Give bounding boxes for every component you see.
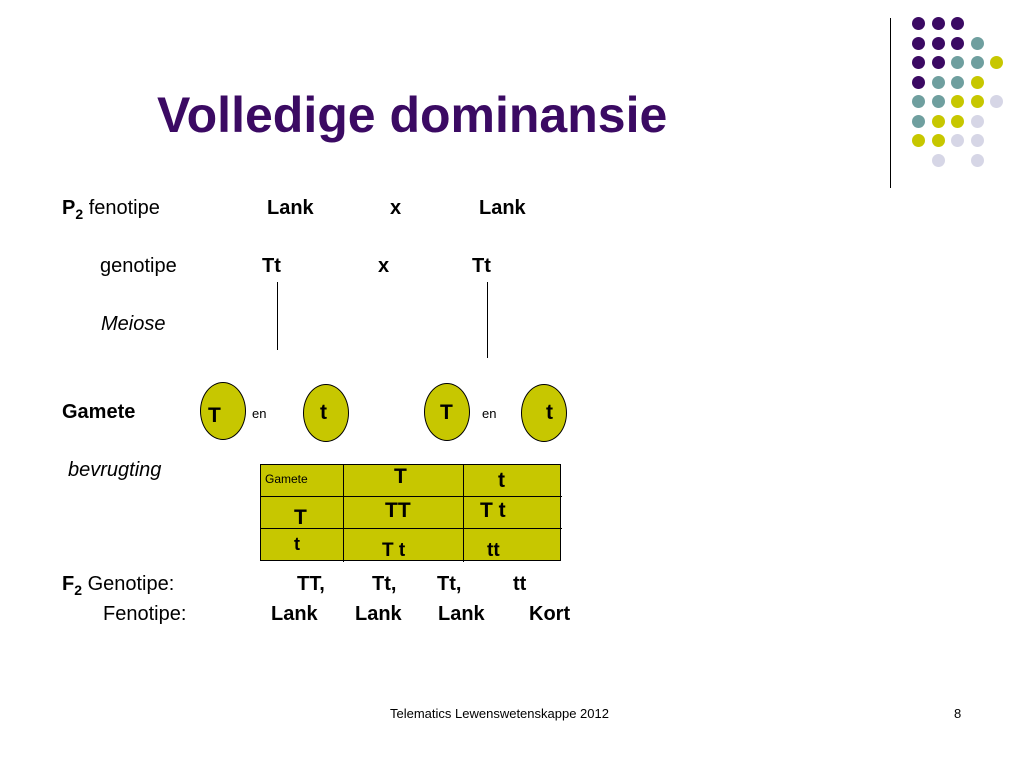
punnett-col-divider-1: [343, 465, 344, 562]
decorative-dot: [932, 154, 945, 167]
gamete-en-left: en: [252, 406, 267, 421]
f2-subscript: 2: [74, 582, 83, 598]
punnett-col-header: t: [498, 469, 505, 492]
f2-fenotipe-label: Fenotipe:: [103, 603, 187, 625]
gamete-oval-left-1-letter: T: [208, 404, 221, 427]
p2-fenotipe-left: Lank: [267, 197, 314, 219]
p2-label-group: [62, 196, 160, 226]
bevrugting-label: bevrugting: [68, 459, 162, 481]
gamete-oval-left-1: [200, 382, 246, 440]
p2-fenotipe-label: fenotipe: [88, 197, 160, 219]
f2-label-group: [62, 572, 174, 602]
meiose-stem-right: [487, 282, 488, 358]
decorative-dot: [990, 95, 1003, 108]
page-number: 8: [954, 706, 962, 721]
gamete-en-right: en: [482, 406, 497, 421]
f2-genotipe-value: TT,: [297, 573, 325, 595]
decorative-dot: [971, 115, 984, 128]
p2-genotipe-label: genotipe: [100, 255, 177, 277]
punnett-row-divider-1: [261, 496, 562, 497]
gamete-oval-right-2-letter: t: [546, 401, 553, 424]
f2-fenotipe-value: Kort: [529, 603, 571, 625]
punnett-cell: T t: [382, 540, 406, 561]
p2-fenotipe-cross: x: [390, 197, 402, 219]
decorative-dot: [971, 56, 984, 69]
punnett-cell: tt: [487, 540, 500, 561]
f2-fenotipe-value: Lank: [271, 603, 318, 625]
punnett-cell: T t: [480, 499, 506, 522]
decorative-dot: [971, 76, 984, 89]
decorative-dot: [912, 17, 925, 30]
punnett-row-header: T: [294, 506, 307, 529]
punnett-cell: TT: [385, 499, 411, 522]
decorative-dot: [932, 17, 945, 30]
meiose-label: Meiose: [101, 313, 166, 335]
decorative-dot: [951, 115, 964, 128]
footer-text: Telematics Lewenswetenskappe 2012: [390, 706, 609, 721]
punnett-square: [260, 464, 561, 561]
gamete-oval-right-1: [424, 383, 470, 441]
decorative-dot: [932, 76, 945, 89]
f2-genotipe-value: Tt,: [372, 573, 397, 595]
decorative-dot: [971, 154, 984, 167]
decorative-dot: [912, 76, 925, 89]
decorative-dot: [912, 115, 925, 128]
decorative-dot: [971, 134, 984, 147]
gamete-label: Gamete: [62, 401, 136, 423]
punnett-col-header: T: [394, 465, 407, 488]
page-title: Volledige dominansie: [157, 87, 668, 143]
decorative-dot: [912, 37, 925, 50]
punnett-corner: Gamete: [265, 472, 308, 486]
f2-genotipe-value: Tt,: [437, 573, 462, 595]
gamete-oval-left-2: [303, 384, 349, 442]
decorative-dot: [971, 95, 984, 108]
p2-genotipe-right: Tt: [472, 255, 491, 277]
f2-genotipe-label: Genotipe:: [87, 573, 175, 595]
decorative-dot: [932, 56, 945, 69]
decorative-dot: [951, 17, 964, 30]
p2-subscript: 2: [75, 206, 84, 222]
decorative-dot: [912, 95, 925, 108]
decorative-dot: [912, 56, 925, 69]
f2-genotipe-value: tt: [513, 573, 527, 595]
f2-label: F: [62, 573, 75, 595]
p2-fenotipe-right: Lank: [479, 197, 526, 219]
decorative-dot: [932, 134, 945, 147]
decorative-vertical-line: [890, 18, 891, 188]
decorative-dot-grid: [900, 10, 1020, 170]
decorative-dot: [932, 95, 945, 108]
decorative-dot: [951, 37, 964, 50]
decorative-dot: [951, 95, 964, 108]
punnett-col-divider-2: [463, 465, 464, 562]
gamete-oval-left-2-letter: t: [320, 401, 327, 424]
decorative-dot: [951, 56, 964, 69]
decorative-dot: [971, 37, 984, 50]
f2-fenotipe-value: Lank: [438, 603, 485, 625]
gamete-oval-right-2: [521, 384, 567, 442]
decorative-dot: [932, 37, 945, 50]
decorative-dot: [932, 115, 945, 128]
decorative-dot: [951, 76, 964, 89]
p2-genotipe-cross: x: [378, 255, 390, 277]
p2-label: P: [62, 197, 76, 219]
f2-fenotipe-value: Lank: [355, 603, 402, 625]
decorative-dot: [990, 56, 1003, 69]
p2-genotipe-left: Tt: [262, 255, 281, 277]
decorative-dot: [951, 134, 964, 147]
decorative-dot: [912, 134, 925, 147]
gamete-oval-right-1-letter: T: [440, 401, 453, 424]
punnett-row-header: t: [294, 534, 300, 554]
meiose-stem-left: [277, 282, 278, 350]
